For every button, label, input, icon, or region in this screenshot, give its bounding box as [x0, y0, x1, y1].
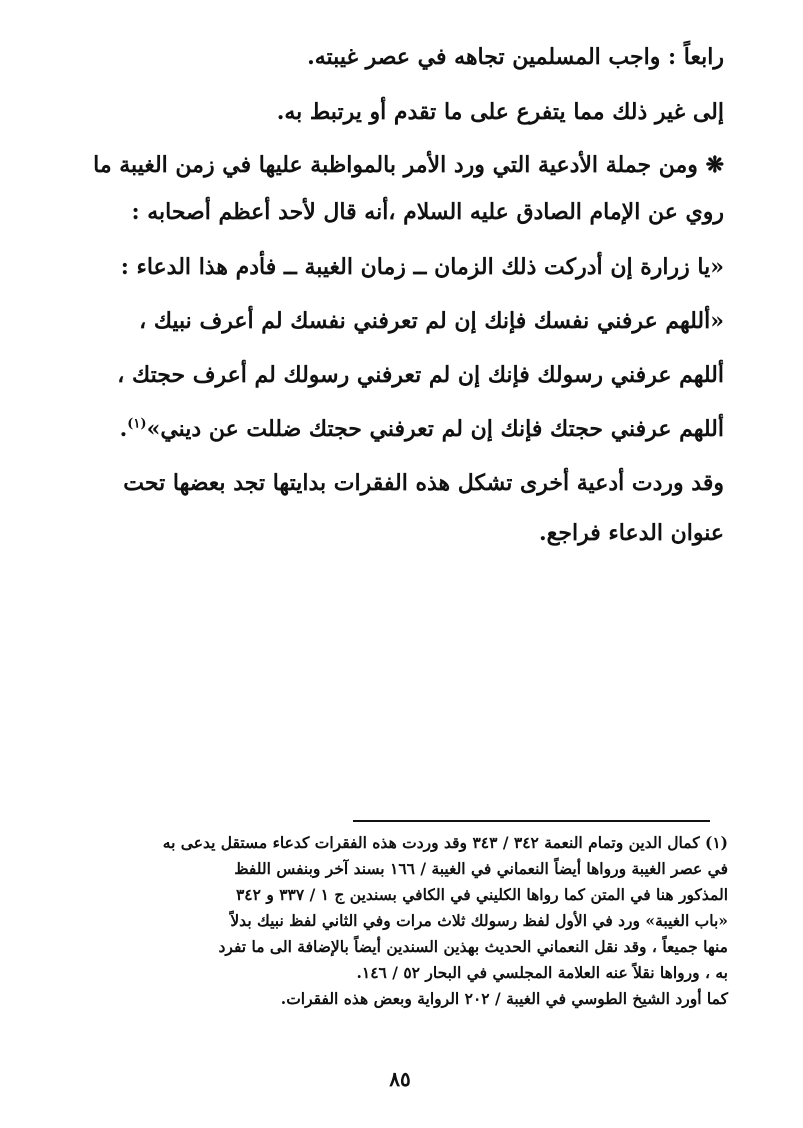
footnote-line-7: كما أورد الشيخ الطوسي في الغيبة / ٢٠٢ الرواية وبعض هذه الفقرات. — [280, 989, 728, 1008]
dua-3-period: . — [119, 416, 128, 442]
footnote-line-6: به ، ورواها نقلاً عنه العلامة المجلسي في البحار ٥٢ / ١٤٦. — [356, 963, 728, 982]
text-line-dua-1: «أللهم عرفني نفسك فإنك إن لم تعرفني نفسك لم أعرف نبيك ، — [139, 308, 724, 334]
text-line-other-supplications: وقد وردت أدعية أخرى تشكل هذه الفقرات بدايتها تجد بعضها تحت — [123, 470, 724, 496]
text-line-other-matters: إلى غير ذلك مما يتفرع على ما تقدم أو يرتبط به. — [276, 99, 724, 125]
text-line-dua-3 — [78, 412, 724, 446]
page-number: ٨٥ — [389, 1067, 411, 1091]
text-line-imam-sadiq: روي عن الإمام الصادق عليه السلام ،أنه قال لأحد أعظم أصحابه : — [131, 199, 724, 225]
text-line-fourthly: رابعاً : واجب المسلمين تجاهه في عصر غيبته. — [307, 44, 724, 70]
footnote-line-2: في عصر الغيبة ورواها أيضاً النعماني في الغيبة / ١٦٦ بسند آخر وبنفس اللفظ — [234, 859, 728, 878]
footnote-line-5: منها جميعاً ، وقد نقل النعماني الحديث بهذين السندين أيضاً بالإضافة الى ما تفرد — [218, 937, 728, 956]
footnote-line-1: (١) كمال الدين وتمام النعمة ٣٤٢ / ٣٤٣ وقد وردت هذه الفقرات كدعاء مستقل يدعى به — [162, 833, 728, 852]
footnote-divider — [353, 820, 710, 822]
dua-3-text: أللهم عرفني حجتك فإنك إن لم تعرفني حجتك ضللت عن ديني» — [146, 416, 724, 442]
footnote-reference: (١) — [127, 416, 147, 432]
text-line-dua-2: أللهم عرفني رسولك فإنك إن لم تعرفني رسولك لم أعرف حجتك ، — [117, 362, 724, 388]
text-line-zurara: «يا زرارة إن أدركت ذلك الزمان ــ زمان الغيبة ــ فأدم هذا الدعاء : — [120, 254, 724, 280]
text-line-supplications-intro: ❋ ومن جملة الأدعية التي ورد الأمر بالمواظبة عليها في زمن الغيبة ما — [93, 152, 724, 178]
footnote-line-4: «باب الغيبة» ورد في الأول لفظ رسولك ثلاث مرات وفي الثاني لفظ نبيك بدلاً — [230, 911, 728, 930]
footnote-line-3: المذكور هنا في المتن كما رواها الكليني في الكافي بسندين ج ١ / ٣٣٧ و ٣٤٢ — [235, 885, 728, 904]
text-line-refer: عنوان الدعاء فراجع. — [539, 520, 724, 546]
